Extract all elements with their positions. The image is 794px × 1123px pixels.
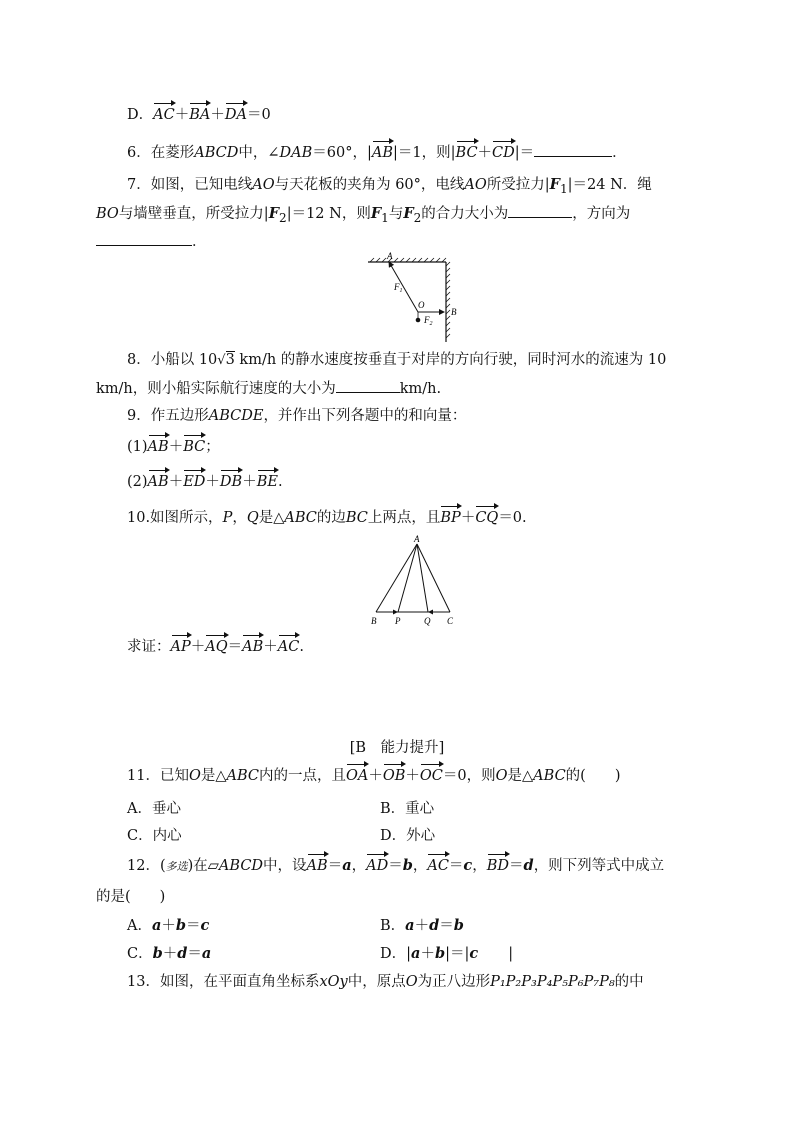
force-diagram — [360, 248, 470, 344]
question-7-line-3: ． — [96, 231, 207, 252]
label-p: P — [395, 616, 401, 626]
answer-blank[interactable] — [534, 142, 612, 157]
question-8-line-2: km/h，则小船实际航行速度的大小为 km/h. — [96, 378, 441, 399]
question-8-line-1: 8．小船以 10√3 km/h 的静水速度按垂直于对岸的方向行驶，同时河水的流速为 10 — [127, 352, 667, 368]
question-13: 13．如图，在平面直角坐标系xOy中，原点O为正八边形P₁P₂P₃P₄P₅P₆P₇P₈的中 — [127, 974, 644, 990]
question-9-part-1: (1)AB＋BC； — [127, 439, 220, 455]
option-a[interactable]: A．垂心 — [127, 801, 181, 817]
option-d: D．AC＋BA＋DA＝0 — [127, 107, 271, 123]
label-f1: $F_1$ — [394, 282, 403, 294]
wall-hatch — [446, 262, 450, 338]
question-12-line-2: 的是( ) — [96, 889, 166, 905]
label-f2: $F_2$ — [424, 315, 433, 327]
question-9: 9．作五边形ABCDE，并作出下列各题中的和向量： — [127, 408, 467, 424]
answer-blank[interactable] — [508, 203, 572, 218]
question-11: 11．已知O是△ABC内的一点，且OA＋OB＋OC＝0，则O是△ABC的( ) — [127, 768, 621, 784]
side-ab — [376, 544, 417, 612]
label-a: A — [387, 251, 393, 261]
question-6: 6．在菱形ABCD中，∠DAB＝60°，|AB|＝1，则|BC＋CD|＝ ． — [127, 142, 627, 163]
question-7-line-1: 7．如图，已知电线AO与天花板的夹角为 60°，电线AO所受拉力$|F_1|=24$ N．绳 — [127, 176, 652, 196]
option-d[interactable]: D．外心 — [380, 828, 436, 844]
section-heading: [B 能力提升] — [349, 740, 445, 756]
label-b: B — [451, 307, 457, 317]
question-7-line-2: BO与墙壁垂直，所受拉力$|F_2|=12$ N，则$F_1$与$F_2$的合力大小为 ，方向为 — [96, 205, 631, 225]
ceiling-hatch — [370, 258, 446, 262]
answer-blank[interactable] — [336, 378, 400, 393]
question-12-line-1: 12．(多选)在▱ABCD中，设AB＝a，AD＝b，AC＝c，BD＝d，则下列等式中成立 — [127, 857, 665, 874]
label-b: B — [371, 616, 377, 626]
option-d[interactable]: D．|a＋b|＝|c | — [380, 945, 514, 962]
option-c[interactable]: C．内心 — [127, 828, 182, 844]
weight — [416, 318, 421, 323]
label-c: C — [447, 616, 454, 626]
segment-ap — [398, 544, 417, 612]
option-b[interactable]: B．a＋d＝b — [380, 917, 464, 934]
option-c[interactable]: C．b＋d＝a — [127, 945, 212, 962]
question-9-part-2: (2)AB＋ED＋DB＋BE. — [127, 474, 283, 490]
label-q: Q — [424, 616, 431, 626]
question-10: 10.如图所示，P，Q是△ABC的边BC上两点，且BP＋CQ＝0. — [127, 510, 527, 526]
triangle-diagram — [364, 532, 464, 628]
side-ac — [417, 544, 450, 612]
answer-blank[interactable] — [96, 231, 192, 246]
option-a[interactable]: A．a＋b＝c — [127, 917, 210, 934]
label-a: A — [414, 534, 420, 544]
question-10-proof: 求证：AP＋AQ＝AB＋AC. — [127, 639, 304, 655]
label-o: O — [418, 300, 425, 310]
option-b[interactable]: B．重心 — [380, 801, 435, 817]
